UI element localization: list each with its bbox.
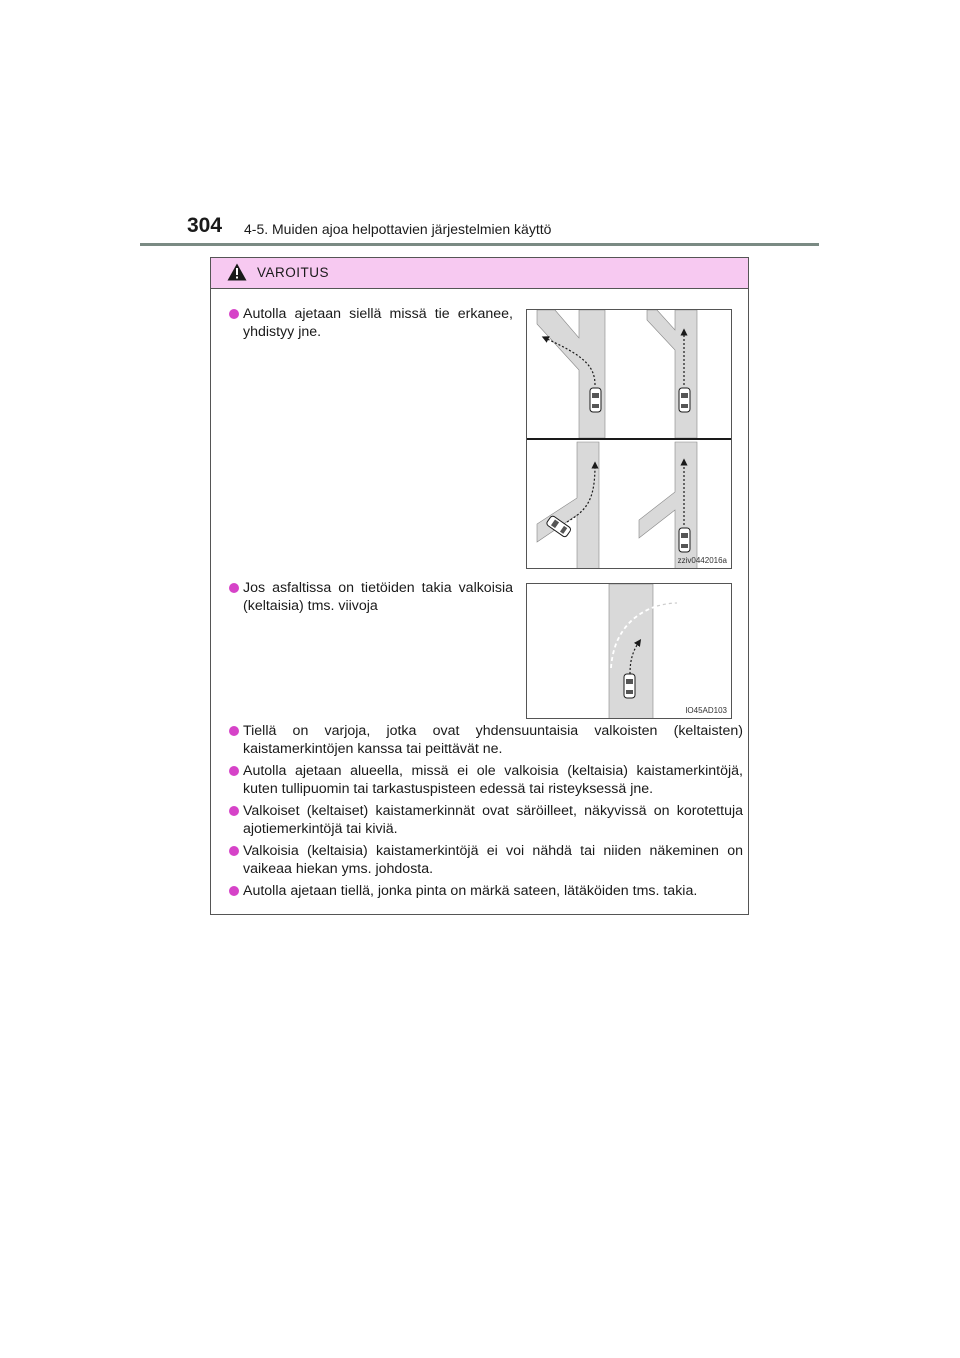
road-diverge-left <box>537 310 605 438</box>
bullet-icon <box>229 886 239 896</box>
warning-item <box>243 843 743 878</box>
figure-code: zziv0442016a <box>677 556 727 565</box>
road-branch-right <box>647 310 697 438</box>
car-icon <box>679 388 690 412</box>
warning-label: VAROITUS <box>257 265 330 280</box>
warning-item-text: Jos asfaltissa on tietöiden takia valkoisia (keltaisia) tms. viivoja <box>243 580 513 614</box>
warning-item-text: Autolla ajetaan tiellä, jonka pinta on märkä sateen, lätäköiden tms. takia. <box>243 883 698 899</box>
car-icon <box>679 528 690 552</box>
road-surface <box>609 584 653 719</box>
warning-header <box>211 258 748 289</box>
header-rule <box>140 243 819 246</box>
road-markings-diagram <box>527 584 732 719</box>
bullet-icon <box>229 846 239 856</box>
old-lane-marking <box>657 603 677 606</box>
bullet-icon <box>229 806 239 816</box>
warning-item-text: Valkoisia (keltaisia) kaistamerkintöjä ei voi nähdä tai niiden näkeminen on vaikeaa hiekan yms. johdosta. <box>243 843 743 877</box>
warning-item-text: Valkoiset (keltaiset) kaistamerkinnät ovat säröilleet, näkyvissä on korotettuja ajotiemerkintöjä tai kiviä. <box>243 803 743 837</box>
warning-item <box>243 580 513 615</box>
figure-code: IO45AD103 <box>685 706 727 715</box>
road-merge-left <box>537 442 599 569</box>
road-markings-illustration <box>526 583 732 719</box>
warning-item <box>243 723 743 758</box>
car-icon <box>624 674 635 698</box>
car-icon <box>590 388 601 412</box>
warning-item <box>243 883 743 901</box>
bullet-icon <box>229 309 239 319</box>
junction-diagram <box>527 310 732 569</box>
warning-item <box>243 803 743 838</box>
warning-item <box>243 763 743 798</box>
warning-box <box>210 257 749 915</box>
warning-item-text: Autolla ajetaan siellä missä tie erkanee, yhdistyy jne. <box>243 306 513 340</box>
bullet-icon <box>229 766 239 776</box>
warning-item <box>243 306 513 341</box>
junction-illustration <box>526 309 732 569</box>
chapter-title: 4-5. Muiden ajoa helpottavien järjestelmien käyttö <box>244 221 552 237</box>
page-number: 304 <box>187 214 223 237</box>
warning-triangle-icon <box>227 263 247 281</box>
bullet-icon <box>229 726 239 736</box>
warning-item-text: Tiellä on varjoja, jotka ovat yhdensuuntaisia valkoisten (keltaisten) kaistamerkintöjen kanssa tai peittävät ne. <box>243 723 743 757</box>
bullet-icon <box>229 583 239 593</box>
warning-item-text: Autolla ajetaan alueella, missä ei ole valkoisia (keltaisia) kaistamerkintöjä, kuten tullipuomin tai tarkastuspisteen edessä tai risteyksessä jne. <box>243 763 743 797</box>
